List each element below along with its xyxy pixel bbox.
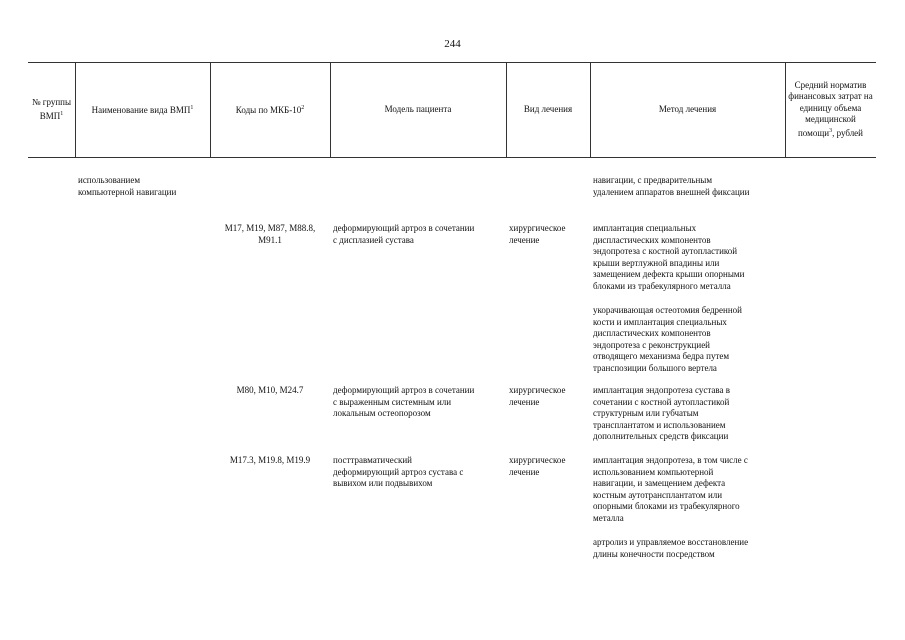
icd-codes-cell: M17, M19, M87, M88.8, M91.1 bbox=[224, 223, 316, 245]
method-cell: артролиз и управляемое восстановление длины конечности посредством bbox=[593, 537, 749, 559]
method-cell: имплантация специальных диспластических компонентов эндопротеза с костной аутопластикой крыши вертлужной впадины или замещением дефекта крыши опорными блоками из трабекулярного металла bbox=[593, 223, 745, 291]
treatment-type-cell: хирургическое лечение bbox=[509, 385, 566, 407]
header-average-cost: Средний норматив финансовых затрат на единицу объема медицинской помощи$^3$, рублей bbox=[788, 79, 873, 138]
header-vmp-name: Наименование вида ВМП$^1$ bbox=[91, 104, 194, 115]
patient-model-cell: деформирующий артроз в сочетании с дисплазией сустава bbox=[333, 223, 475, 245]
header-group-number: № группы ВМП$^1$ bbox=[31, 97, 72, 121]
icd-codes-cell: M17.3, M19.8, M19.9 bbox=[229, 455, 311, 465]
vmp-name-cell: использованием компьютерной навигации bbox=[78, 175, 177, 197]
method-cell: имплантация эндопротеза, в том числе с использованием компьютерной навигации, и замещением дефекта костным аутотрансплантатом или опорными блоками из трабекулярного металла bbox=[593, 455, 748, 523]
header-treatment-method: Метод лечения bbox=[658, 103, 717, 114]
method-cell: имплантация эндопротеза сустава в сочетании с костной аутопластикой структурным или губчатым трансплантатом и использованием дополнительных средств фиксации bbox=[593, 385, 731, 441]
treatment-type-cell: хирургическое лечение bbox=[509, 223, 566, 245]
header-icd-codes: Коды по МКБ-$10^2$ bbox=[235, 104, 305, 115]
patient-model-cell: деформирующий артроз в сочетании с выраженным системным или локальным остеопорозом bbox=[333, 385, 475, 418]
header-treatment-type: Вид лечения bbox=[523, 103, 573, 114]
method-cell: навигации, с предварительным удалением аппаратов внешней фиксации bbox=[593, 175, 750, 197]
header-bottom-border bbox=[28, 157, 876, 158]
patient-model-cell: посттравматический деформирующий артроз сустава с вывихом или подвывихом bbox=[333, 455, 464, 488]
header-patient-model: Модель пациента bbox=[384, 103, 452, 114]
treatment-type-cell: хирургическое лечение bbox=[509, 455, 566, 477]
icd-codes-cell: M80, M10, M24.7 bbox=[236, 385, 304, 395]
page-number: 244 bbox=[444, 38, 461, 50]
method-cell: укорачивающая остеотомия бедренной кости и имплантация специальных диспластических компонентов эндопротеза с реконструкцией отводящего механизма бедра путем транспозиции большого вертела bbox=[593, 305, 742, 373]
